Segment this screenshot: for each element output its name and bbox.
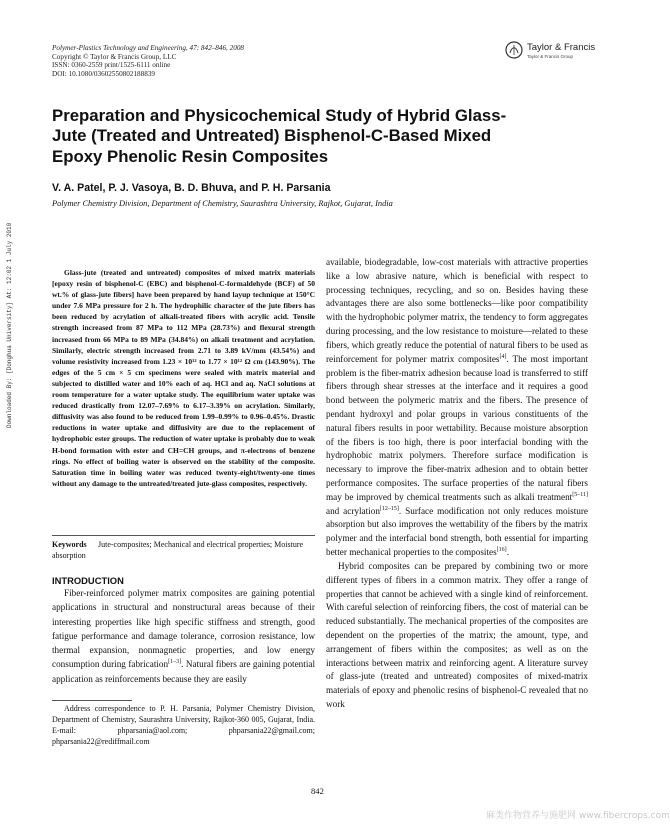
- citation-ref[interactable]: [1–3]: [168, 659, 182, 666]
- publisher-logo: [505, 40, 605, 70]
- footnote-divider: [52, 700, 132, 701]
- body-paragraph: [326, 256, 588, 560]
- citation-ref[interactable]: [16]: [496, 547, 507, 553]
- site-watermark: 麻类作物营养与施肥网 www.fibercrops.com: [486, 811, 670, 821]
- issn-line: ISSN: 0360-2559 print/1525-6111 online: [52, 61, 171, 70]
- body-text: available, biodegradable, low-cost materials with attractive properties like a low abrasive nature, which is beneficial with respect to processing techniques, recycling, and so on. Besides having these advantages there are also some bottlenecks—like poor compatibility with the hydrophobic polymer matrix, the tendency to form aggregates during processing, and the low resistance to moisture—related to these fibers, which greatly reduce the potential of natural fibers to be used as reinforcement for polymer matrix composites: [326, 257, 588, 364]
- journal-header: [52, 44, 244, 78]
- body-text: .: [506, 547, 509, 558]
- right-column: [326, 256, 588, 712]
- doi-line: DOI: 10.1080/03602550802188839: [52, 69, 156, 78]
- keywords-text: Jute-composites; Mechanical and electrical properties; Moisture absorption: [52, 540, 304, 560]
- body-text: . Surface modification not only reduces moisture absorption but also improves the wettability of the fibers by the matrix polymer and the interfacial bond strength, both essential for imparting better mechanical properties to the composites: [326, 505, 588, 558]
- citation-ref[interactable]: [5–11]: [572, 491, 588, 498]
- introduction-paragraph: [52, 586, 315, 686]
- correspondence-footnote: Address correspondence to P. H. Parsania, Polymer Chemistry Division, Department of Chemistry, Saurashtra University, Rajkot-360 005, Gujarat, India. E-mail: phparsania@aol.com; phparsania22@gmail.com; phparsania22@rediffmail.com: [52, 704, 315, 747]
- copyright-line: Copyright © Taylor & Francis Group, LLC: [52, 52, 177, 61]
- publisher-logo-icon: [505, 40, 523, 60]
- author-affiliation: Polymer Chemistry Division, Department of Chemistry, Saurashtra University, Rajkot, Gujarat, India: [52, 199, 393, 208]
- keywords-divider: [52, 535, 315, 536]
- section-heading-introduction: INTRODUCTION: [52, 575, 124, 586]
- publisher-subname: Taylor & Francis Group: [527, 54, 574, 59]
- intro-text-b: . Natural fibers are gaining potential application as reinforcements because they are easily: [52, 659, 315, 684]
- journal-citation: Polymer-Plastics Technology and Engineering, 47: 842–846, 2008: [52, 44, 245, 52]
- intro-text-a: Fiber-reinforced polymer matrix composites are gaining potential applications in structural and nonstructural areas because of their interesting properties like high specific stiffness and strength, good fatigue performance and damage tolerance, corrosion resistance, low thermal expansion, nonmagnetic properties, and low energy consumption during fabrication: [52, 588, 315, 670]
- keywords: [52, 540, 315, 561]
- body-text: and acrylation: [326, 505, 380, 516]
- page-number: 842: [311, 786, 324, 796]
- body-paragraph: Hybrid composites can be prepared by combining two or more different types of fibers in a common matrix. They offer a range of properties that cannot be achieved with a single kind of reinforcement. With careful selection of reinforcing fibers, the cost of material can be reduced substantially. The mechanical properties of the composites are dependent on the properties of the matrix; the amount, type, and arrangement of fibers within the composites; as well as on the interactions between matrix and reinforcing agent. A literature survey of glass-jute (treated and untreated) composites of mixed-matrix materials of epoxy and phenolic resins of bisphenol-C revealed that no work: [326, 560, 588, 709]
- body-text: . The most important problem is the fiber-matrix adhesion because load is transferred to stiff fibers through shear stresses at the interface and it requires a good bond between the polymeric matrix and the fibers. The presence of pendant hydroxyl and polar groups in various constituents of the natural fibers results in poor wettability. Because moisture absorption of the fibers is too high, there is poor interfacial bonding with the hydrophobic matrix polymers. Therefore surface modification is necessary to improve the fiber-matrix adhesion and to obtain better performance composites. The surface properties of the natural fibers may be improved by chemical treatments such as alkali treatment: [326, 353, 588, 502]
- author-list: V. A. Patel, P. J. Vasoya, B. D. Bhuva, and P. H. Parsania: [52, 182, 331, 194]
- abstract-text: Glass-jute (treated and untreated) composites of mixed matrix materials [epoxy resin of bisphenol-C (EBC) and bisphenol-C-formaldehyde (BCF) of 50 wt.% of glass-jute fibers] have been prepared by hand layup technique at 150°C under 7.6 MPa pressure for 2 h. The hydrophilic character of the jute fibers has been reduced by acrylation of alkali-treated fibers with acrylic acid. Tensile strength increased from 87 MPa to 112 MPa (28.73%) and flexural strength increased from 66 MPa to 89 MPa (34.84%) on alkali treatment and acrylation. Similarly, electric strength increased from 2.71 to 3.89 kV/mm (43.54%) and volume resistivity increased from 1.23 × 10¹² to 1.77 × 10¹² Ω cm (143.90%). The edges of the 5 cm × 5 cm specimens were sealed with matrix material and subjected to distilled water and 10% each of aq. HCl and aq. NaCl solutions at room temperature for a water uptake study. The equilibrium water uptake was reduced drastically from 12.07–7.69% to 6.17–3.39% on acrylation. Similarly, diffusivity was also found to be reduced from 1.99–0.99% to 0.96–0.45%. Drastic reductions in water uptake and diffusivity are due to the replacement of hydrophobic ester groups. The reduction of water uptake is probably due to weak H-bond formation with ester and CH=CH groups, and π-electrons of benzene rings. No effect of boiling water is observed on the stability of the composite. Saturation time in boiling water was reduced twenty-eight/twenty-one times without any damage to the untreated/treated jute-glass composites, respectively.: [52, 268, 315, 488]
- keywords-label: Keywords: [52, 540, 87, 549]
- download-stamp: Downloaded By: [Donghua University] At: 12:02 1 July 2010: [6, 222, 13, 428]
- citation-ref[interactable]: [4]: [499, 353, 507, 360]
- abstract: [52, 267, 315, 489]
- publisher-name: Taylor & Francis: [527, 42, 596, 53]
- introduction-body: [52, 586, 315, 686]
- article-title: Preparation and Physicochemical Study of Hybrid Glass-Jute (Treated and Untreated) Bisphenol-C-Based Mixed Epoxy Phenolic Resin Composites: [52, 106, 507, 166]
- citation-ref[interactable]: [12–15]: [379, 505, 399, 512]
